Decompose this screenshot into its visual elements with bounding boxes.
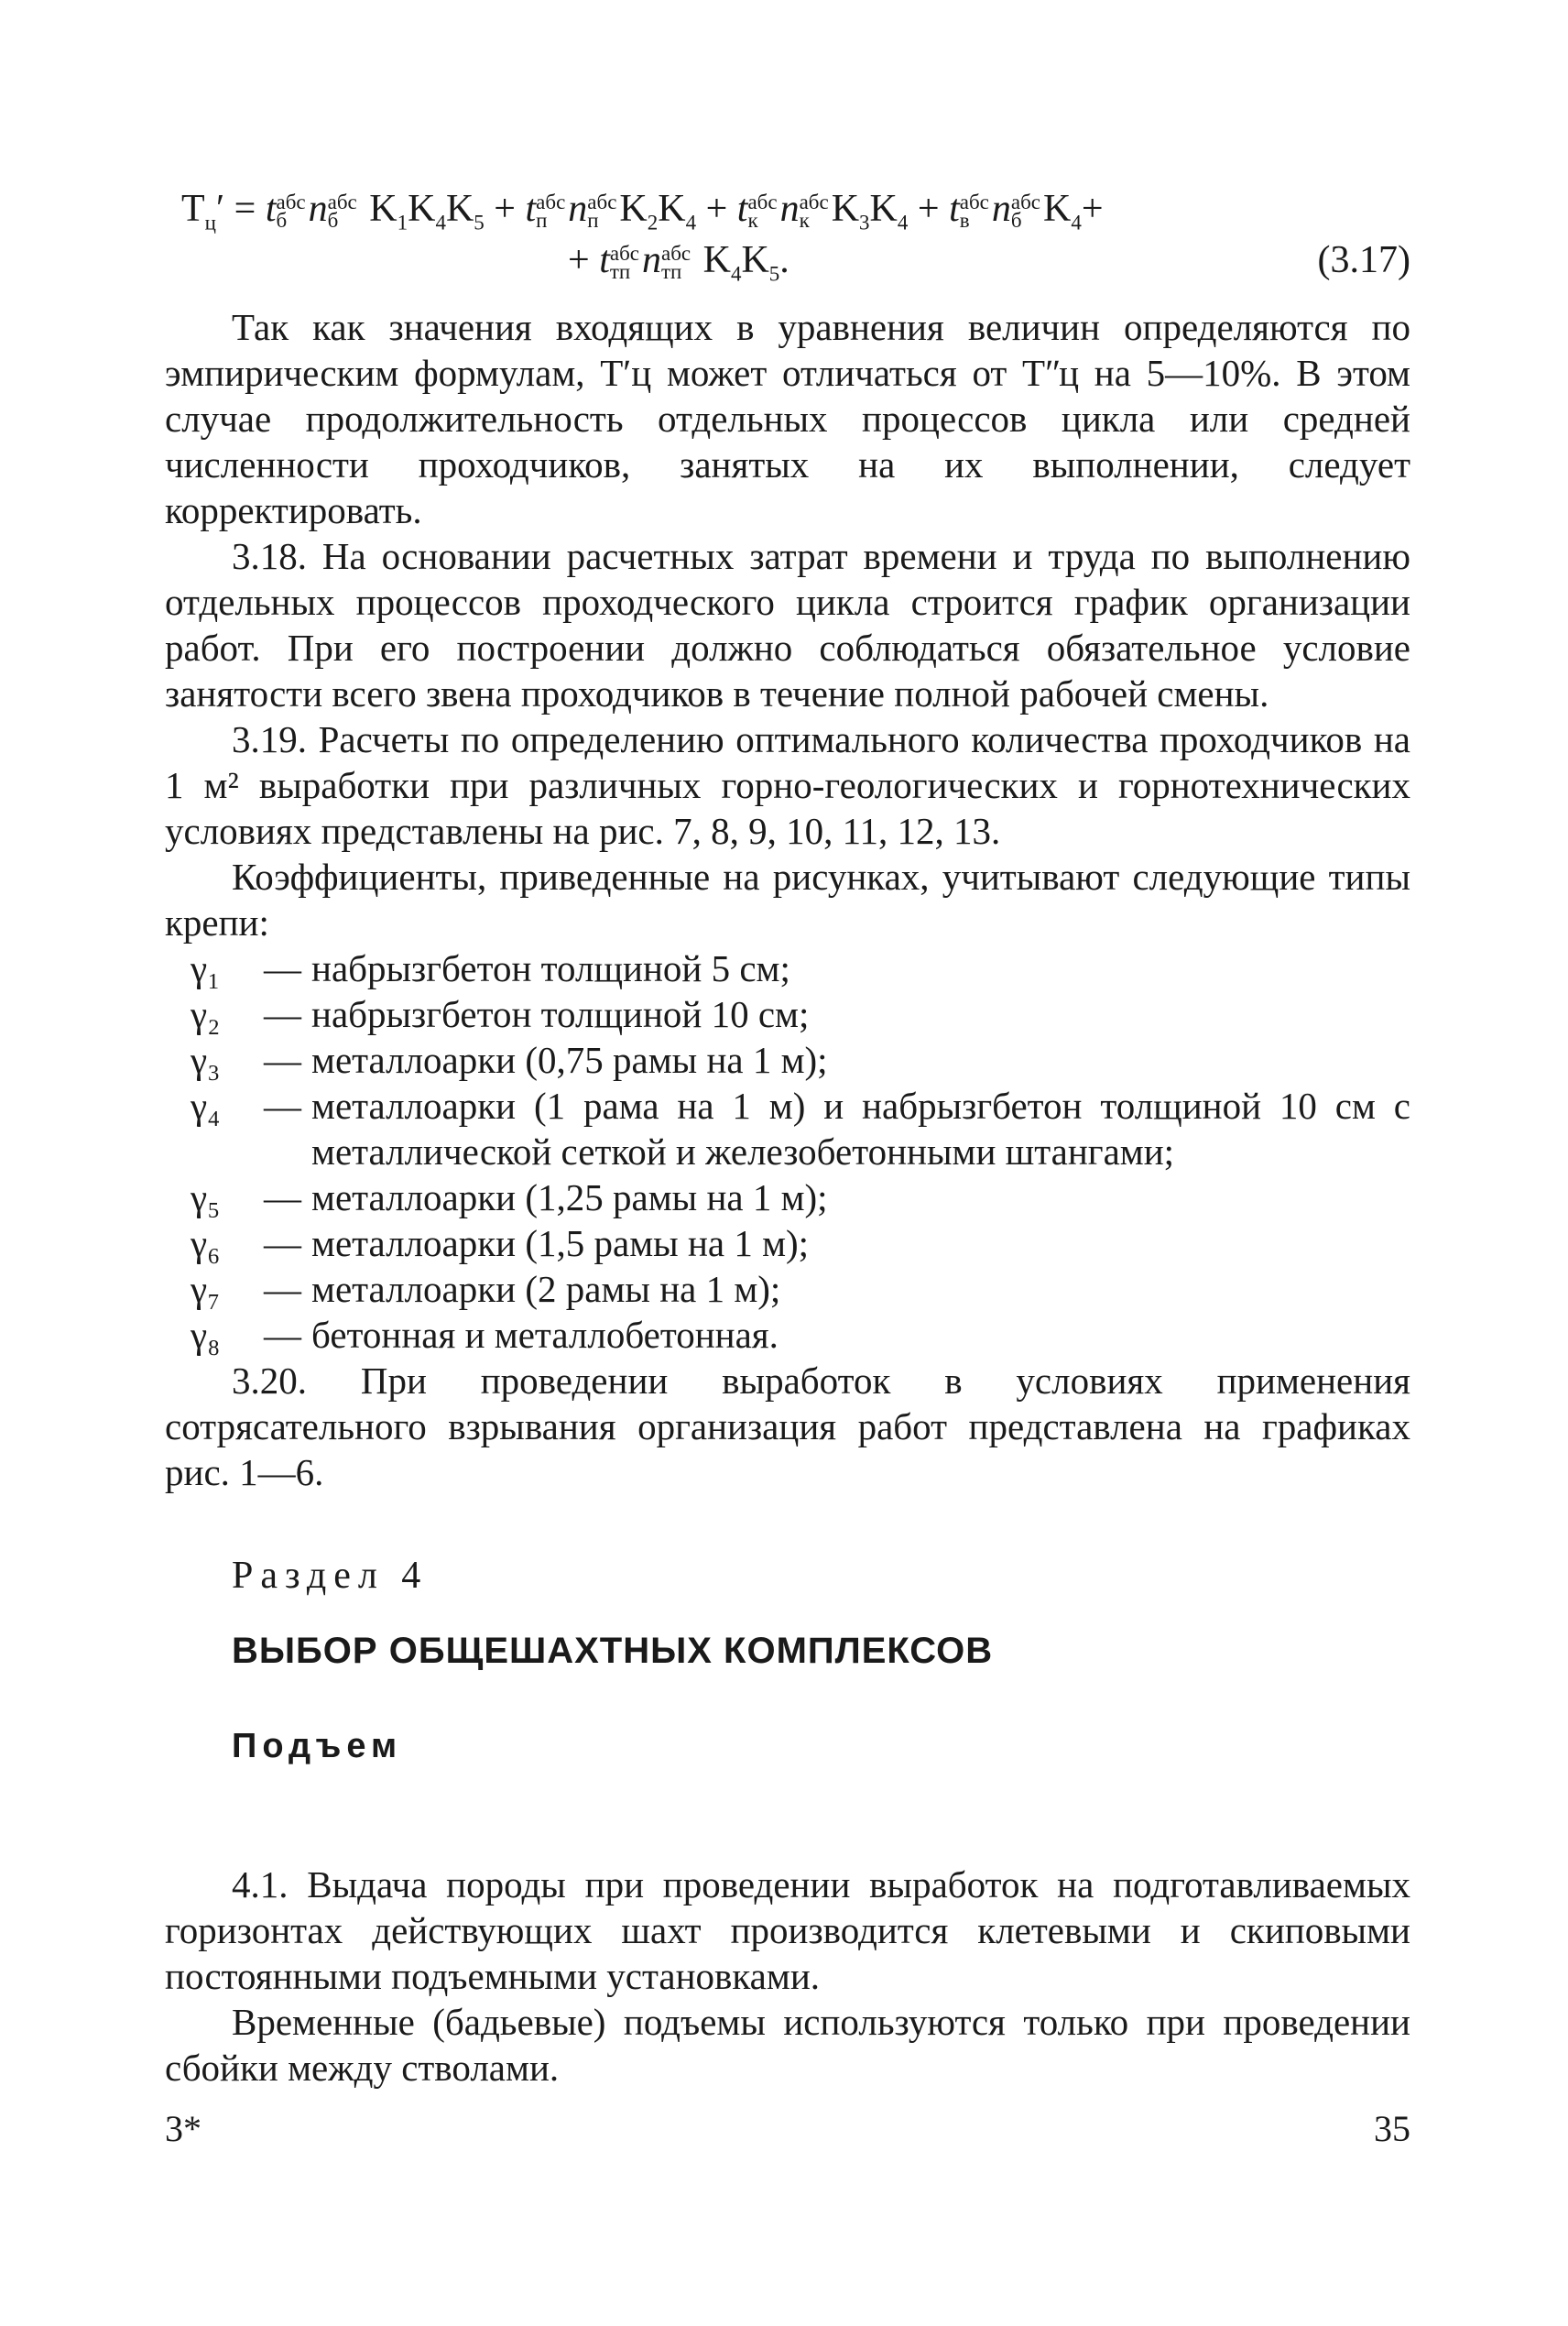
paragraph-4-1: 4.1. Выдача породы при проведении выработок на подготавливаемых горизонтах действующих шахт производится клетевыми и скиповыми постоянными подъемными установками. <box>165 1863 1410 1997</box>
support-type-mark: γ₃ <box>191 1039 221 1081</box>
list-dash: — <box>264 1039 301 1081</box>
support-type-mark: γ₈ <box>191 1314 221 1356</box>
support-type-mark: γ₇ <box>191 1268 221 1310</box>
support-type-text: металлоарки (1,5 рамы на 1 м); <box>311 1222 810 1264</box>
list-dash: — <box>264 1314 301 1356</box>
section-title: ВЫБОР ОБЩЕШАХТНЫХ КОМПЛЕКСОВ <box>232 1631 994 1671</box>
formula-line-2: + t абс тп n абс тп $K_4K_5$. <box>568 239 789 286</box>
list-dash: — <box>264 947 301 989</box>
support-type-text: металлоарки (2 рамы на 1 м); <box>311 1268 781 1310</box>
support-type-mark: γ₆ <box>191 1222 221 1264</box>
paragraph-temporary-hoists: Временные (бадьевые) подъемы используются только при проведении сбойки между стволами. <box>165 2001 1410 2089</box>
paragraph-3-20: 3.20. При проведении выработок в условиях применения сотрясательного взрывания организация работ представлена на графиках рис. 1—6. <box>165 1360 1410 1493</box>
support-type-item <box>165 945 1410 991</box>
support-type-text: набрызгбетон толщиной 10 см; <box>311 993 810 1035</box>
page-footer <box>165 2107 1410 2150</box>
support-type-text: металлоарки (0,75 рамы на 1 м); <box>311 1039 828 1081</box>
signature-mark: 3* <box>165 2108 201 2149</box>
section-label: Раздел 4 <box>232 1555 429 1597</box>
list-dash: — <box>264 1176 301 1218</box>
paragraph-3-18: 3.18. На основании расчетных затрат времени и труда по выполнению отдельных процессов проходческого цикла строится график организации работ. При его построении должно соблюдаться обязательное условие занятости всего звена проходчиков в течение полной рабочей смены. <box>165 535 1410 715</box>
list-dash: — <box>264 1268 301 1310</box>
page-number: 35 <box>1374 2108 1410 2149</box>
support-type-item <box>165 1312 1410 1358</box>
support-type-text: набрызгбетон толщиной 5 см; <box>311 947 790 989</box>
support-type-mark: γ₁ <box>191 947 221 989</box>
formula-number: (3.17) <box>1317 239 1410 281</box>
paragraph-coefficients: Коэффициенты, приведенные на рисунках, учитывают следующие типы крепи: <box>165 856 1410 944</box>
support-type-text: металлоарки (1,25 рамы на 1 м); <box>311 1176 828 1218</box>
paragraph-3-19: 3.19. Расчеты по определению оптимального количества проходчиков на 1 м² выработки при различных горно-геологических и горнотехнических условиях представлены на рис. 7, 8, 9, 10, 11, 12, 13. <box>165 718 1410 852</box>
list-dash: — <box>264 993 301 1035</box>
support-type-item <box>165 991 1410 1037</box>
formula-3-17 <box>165 183 1410 286</box>
list-dash: — <box>264 1085 301 1127</box>
formula-line-1: $T_цʹ = t$ абс б n абс б $K_1K_4K_5 + t$ абс п n абс п $K_2K_4 + t$ абс к n абс к $K_3K_4 + t$ абс в n абс б $K_4+$ <box>181 188 1104 235</box>
support-type-item <box>165 1220 1410 1266</box>
list-dash: — <box>264 1222 301 1264</box>
paragraph-empirical: Так как значения входящих в уравнения величин определяются по эмпирическим формулам, Tʹц может отличаться от Tʺц на 5—10%. В этом случае продолжительность отдельных процессов цикла или средней численности проходчиков, занятых на их выполнении, следует корректировать. <box>165 306 1410 531</box>
support-type-item <box>165 1083 1410 1174</box>
support-type-item <box>165 1266 1410 1312</box>
support-types-list <box>165 945 1410 1358</box>
support-type-mark: γ₅ <box>191 1176 221 1218</box>
support-type-mark: γ₄ <box>191 1085 221 1127</box>
support-type-text: металлоарки (1 рама на 1 м) и набрызгбетон толщиной 10 см с металлической сеткой и железобетонными штангами; <box>311 1085 1410 1173</box>
support-type-mark: γ₂ <box>191 993 221 1035</box>
support-type-text: бетонная и металлобетонная. <box>311 1314 779 1356</box>
support-type-item <box>165 1037 1410 1083</box>
page-body <box>165 183 1410 2091</box>
support-type-item <box>165 1174 1410 1220</box>
subsection-title: Подъем <box>232 1727 403 1765</box>
